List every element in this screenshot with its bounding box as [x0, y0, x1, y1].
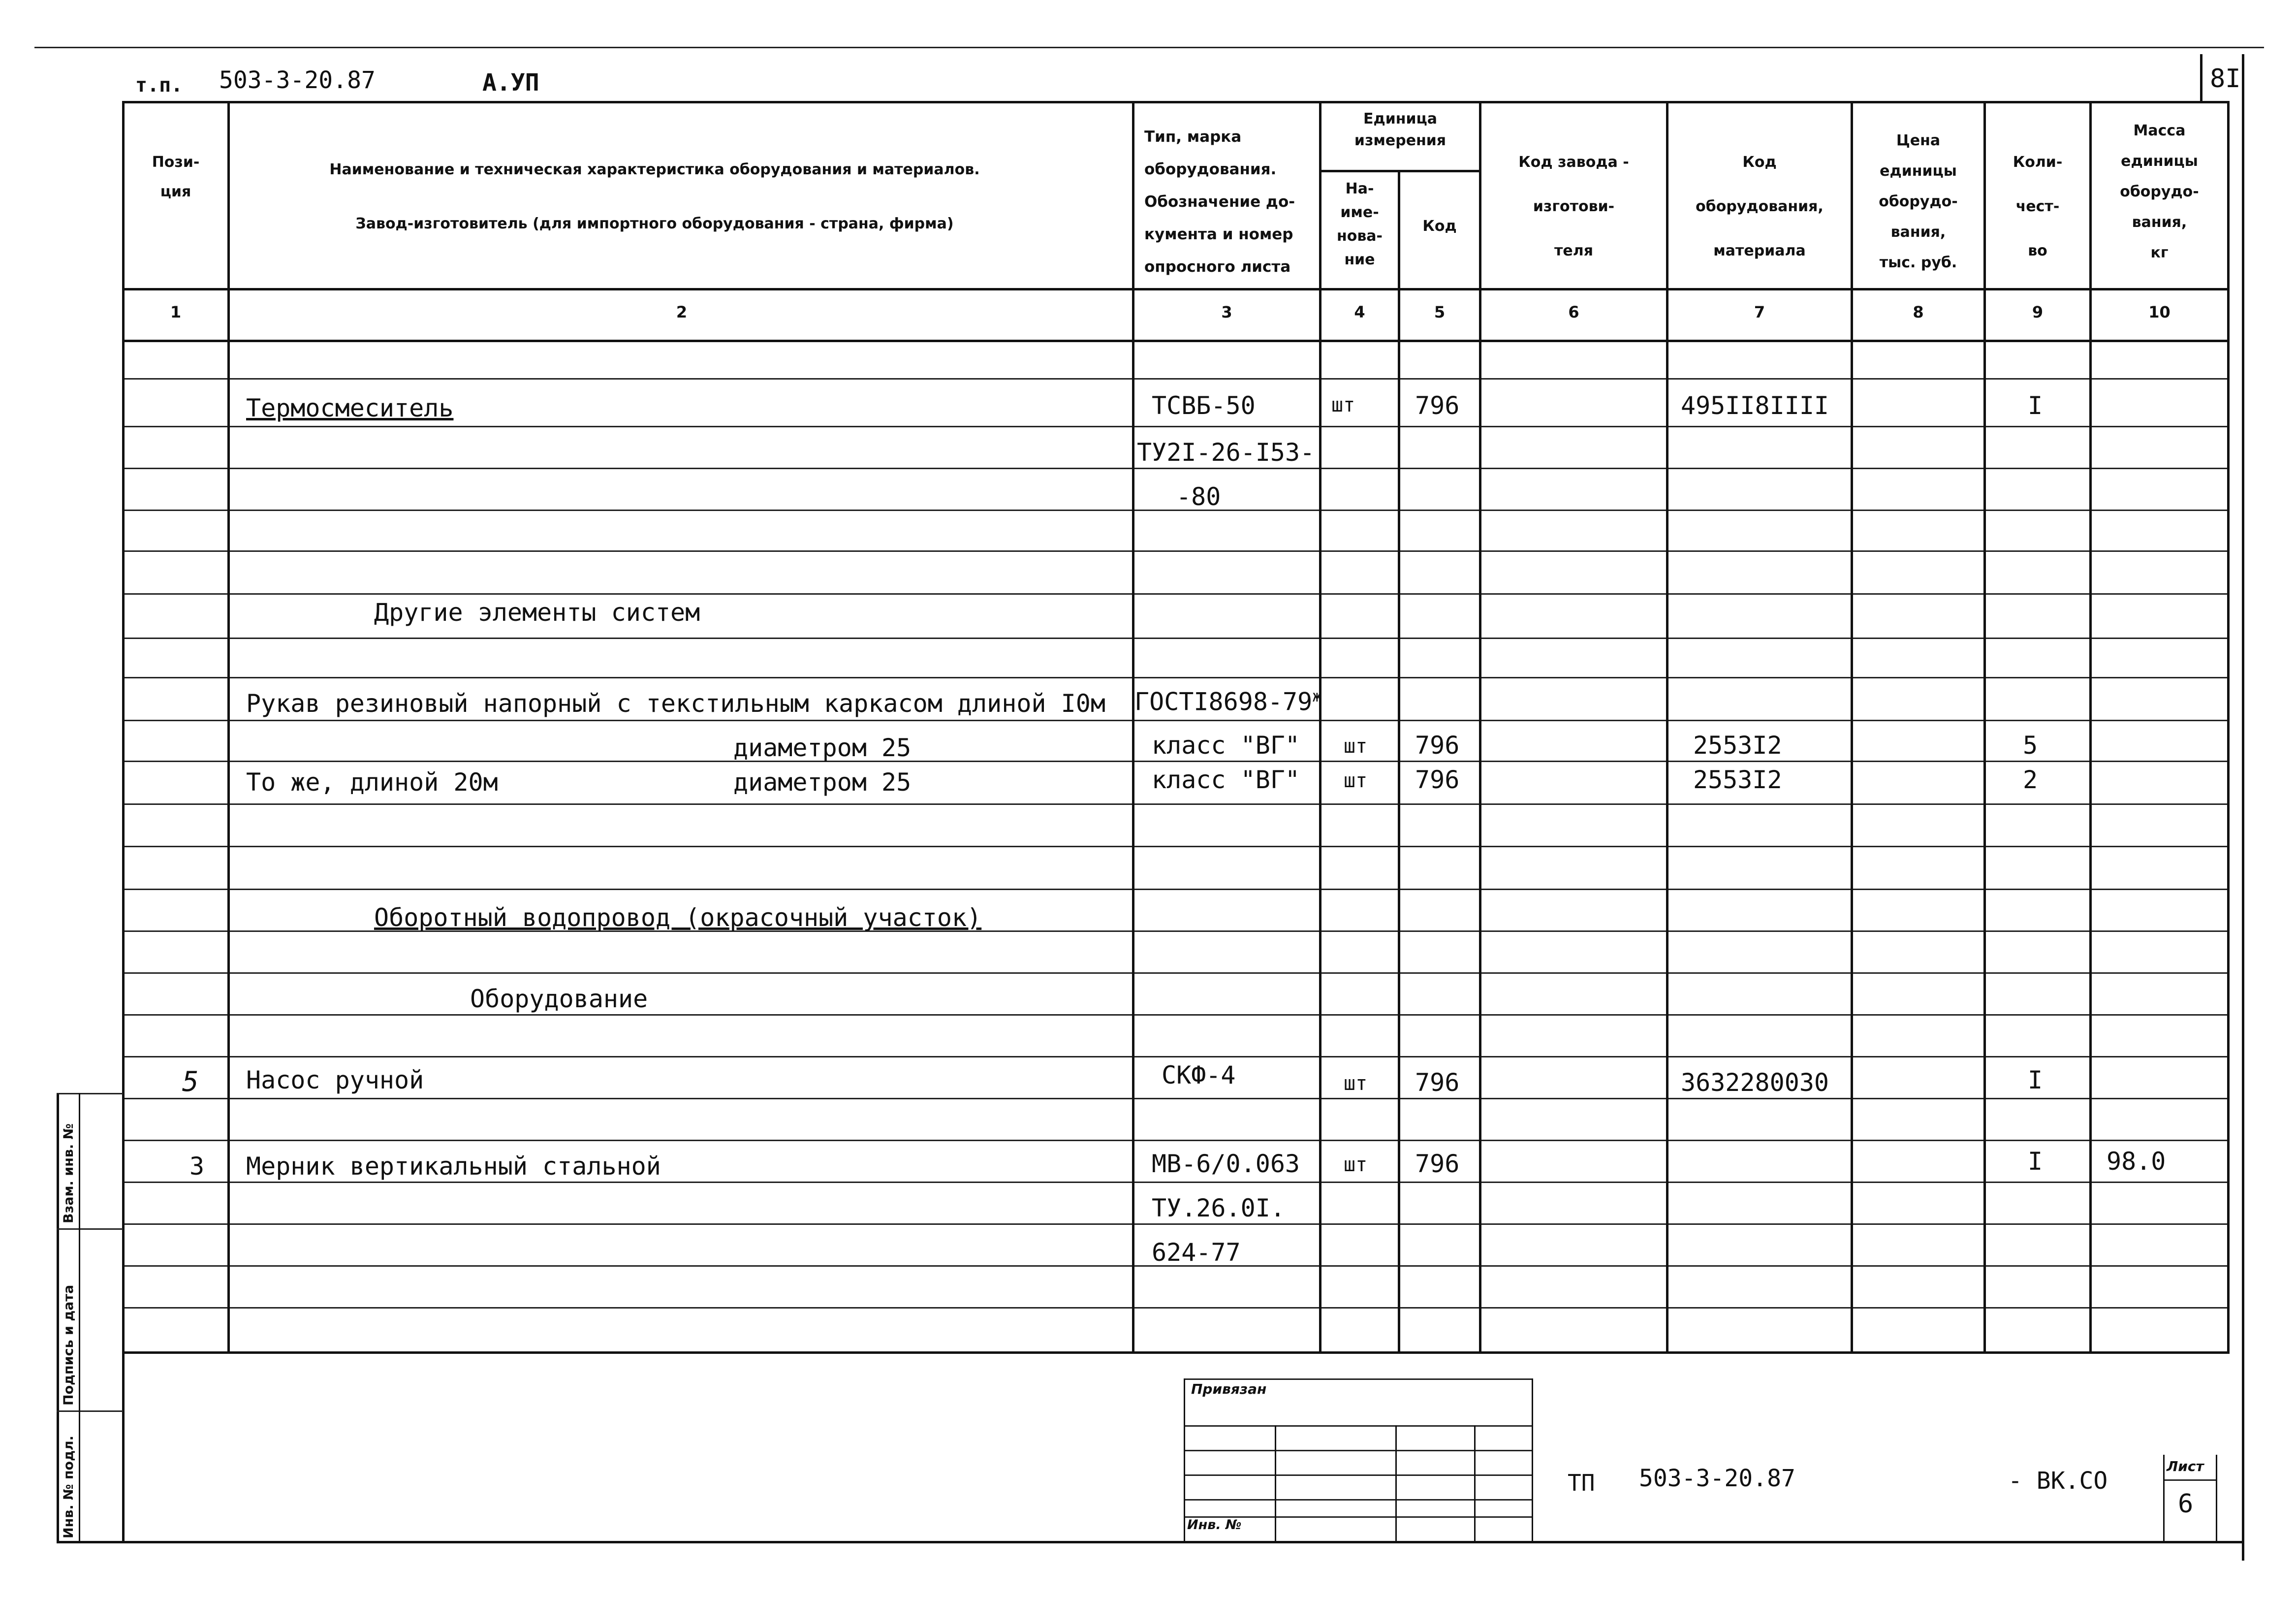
item-unit: шт	[1344, 1153, 1368, 1176]
item-equipment-code: 3632280030	[1681, 1068, 1829, 1097]
item-name: Насос ручной	[246, 1066, 424, 1094]
item-position: 3	[189, 1152, 205, 1181]
page-corner-number: 8I	[2210, 64, 2241, 94]
item-unit-code: 796	[1415, 766, 1460, 794]
item-diameter: диаметром 25	[733, 734, 912, 762]
col-number-9: 9	[2032, 303, 2044, 321]
item-unit-code: 796	[1415, 731, 1460, 760]
col-number-1: 1	[170, 303, 182, 321]
item-type: СКФ-4	[1162, 1061, 1236, 1089]
col-number-10: 10	[2148, 303, 2170, 321]
header-unit-code: Код	[1422, 218, 1457, 235]
section-title: Оборотный водопровод (окрасочный участок)	[374, 903, 982, 932]
item-type: МВ-6/0.063	[1152, 1150, 1300, 1178]
header-quantity: Коли- чест- во	[2013, 154, 2063, 259]
col-number-8: 8	[1913, 303, 1924, 321]
item-quantity: I	[2028, 1066, 2043, 1094]
item-name: Термосмеситель	[246, 394, 454, 422]
side-label-replacement: Взам. инв. №	[61, 1123, 76, 1223]
item-unit: шт	[1344, 735, 1368, 758]
item-type: ТУ.26.0I.	[1152, 1194, 1285, 1222]
doc-number: 503-3-20.87	[219, 66, 376, 94]
item-type: -80	[1176, 482, 1221, 511]
section-title: Другие элементы систем	[374, 598, 700, 627]
stamp-privyazan: Привязан	[1191, 1381, 1267, 1397]
item-equipment-code: 495II8IIII	[1681, 391, 1829, 420]
item-name: Рукав резиновый напорный с текстильным каркасом длиной I0м	[246, 689, 1105, 718]
item-unit-code: 796	[1415, 391, 1460, 420]
stamp-project-code: 503-3-20.87	[1639, 1465, 1795, 1492]
item-equipment-code: 2553I2	[1693, 766, 1782, 794]
item-unit-code: 796	[1415, 1068, 1460, 1097]
col-number-7: 7	[1754, 303, 1765, 321]
col-number-4: 4	[1354, 303, 1365, 321]
item-unit: шт	[1331, 394, 1355, 416]
header-mass: Масса единицы оборудо- вания, кг	[2120, 122, 2199, 261]
item-unit-code: 796	[1415, 1150, 1460, 1178]
item-unit: шт	[1344, 769, 1368, 792]
stamp-sheet-label: Лист	[2167, 1458, 2204, 1474]
col-number-5: 5	[1434, 303, 1446, 321]
col-number-2: 2	[676, 303, 688, 321]
item-diameter: диаметром 25	[733, 768, 912, 797]
header-unit: Единица измерения	[1354, 110, 1447, 149]
item-equipment-code: 2553I2	[1693, 731, 1782, 760]
stamp-sheet-number: 6	[2178, 1489, 2194, 1519]
col-number-6: 6	[1568, 303, 1579, 321]
header-factory-code: Код завода - изготови- теля	[1518, 154, 1629, 259]
item-type: 624-77	[1152, 1238, 1241, 1267]
header-price: Цена единицы оборудо- вания, тыс. руб.	[1879, 132, 1958, 271]
item-type: класс "ВГ"	[1152, 766, 1300, 794]
album-label: А.УП	[482, 69, 539, 96]
doc-prefix: т.п.	[135, 74, 183, 96]
header-position: Пози- ция	[152, 154, 200, 200]
item-quantity: I	[2028, 1147, 2043, 1176]
stamp-doc-suffix: - ВК.СО	[2008, 1467, 2108, 1495]
side-label-signature: Подпись и дата	[61, 1284, 76, 1406]
item-position: 5	[182, 1066, 199, 1098]
item-name: То же, длиной 20м	[246, 768, 498, 797]
header-name: Наименование и техническая характеристика оборудования и материалов. Завод-изготовитель (для импортного оборудования - страна, фирма)	[329, 161, 980, 232]
item-type: класс "ВГ"	[1152, 731, 1300, 760]
item-quantity: I	[2028, 391, 2043, 420]
stamp-tp: ТП	[1568, 1470, 1595, 1496]
item-name: Мерник вертикальный стальной	[246, 1152, 661, 1181]
item-type: ТСВБ-50	[1152, 391, 1256, 420]
header-unit-name: На- име- нова- ние	[1336, 180, 1383, 268]
header-type: Тип, марка оборудования. Обозначение до- кумента и номер опросного листа	[1144, 128, 1295, 276]
item-quantity: 2	[2023, 766, 2038, 794]
item-quantity: 5	[2023, 731, 2038, 760]
col-number-3: 3	[1221, 303, 1232, 321]
stamp-inventory-number: Инв. №	[1187, 1517, 1242, 1533]
item-unit: шт	[1344, 1072, 1368, 1095]
subsection-title: Оборудование	[470, 985, 648, 1013]
side-label-inventory: Инв. № подл.	[61, 1436, 76, 1538]
header-equipment-code: Код оборудования, материала	[1696, 154, 1824, 259]
item-type: ТУ2I-26-I53-	[1137, 438, 1315, 467]
item-type: $ГОСТI8698-79^ж$	[1134, 687, 1322, 716]
item-mass: 98.0	[2107, 1147, 2166, 1176]
